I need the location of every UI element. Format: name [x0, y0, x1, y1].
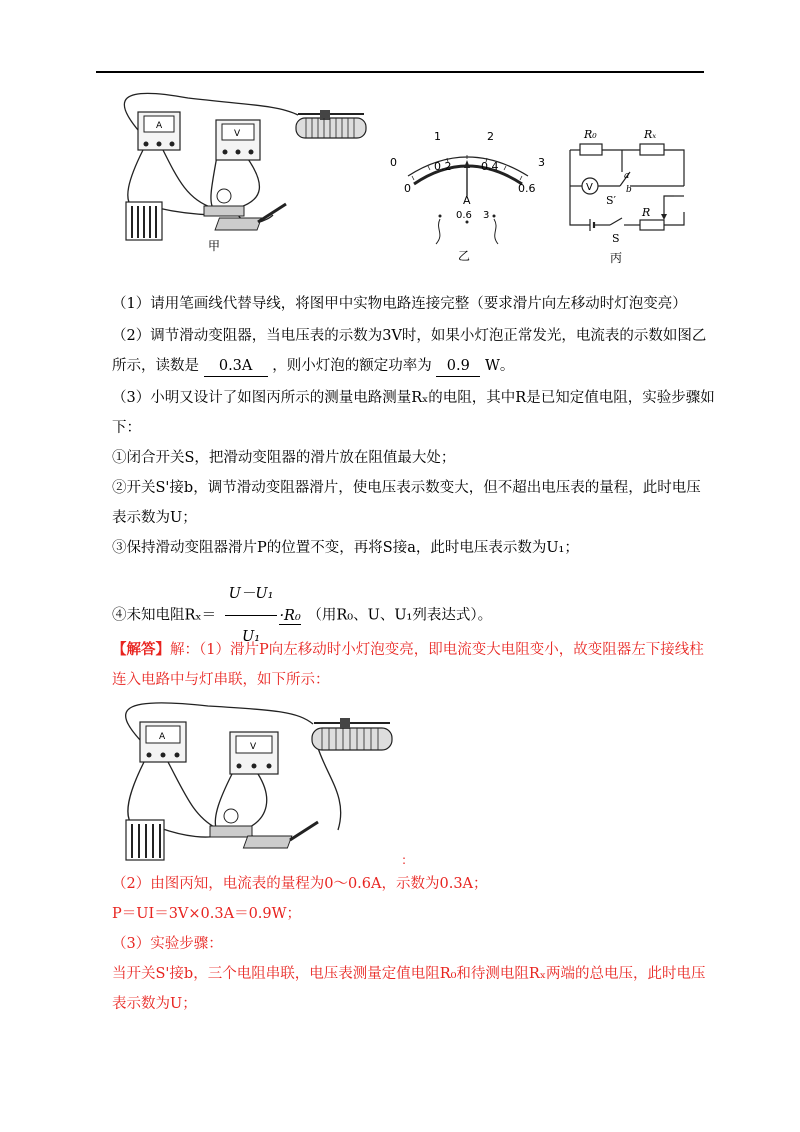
- question-2-line-1: （2）调节滑动变阻器，当电压表的示数为3V时，如果小灯泡正常发光，电流表的示数如图乙: [112, 328, 707, 344]
- label-a: a: [624, 171, 630, 181]
- figure-caption-jia: 甲: [208, 239, 221, 253]
- svg-text:V: V: [234, 129, 241, 139]
- switch-icon: [243, 822, 318, 848]
- step-1: ①闭合开关S，把滑动变阻器的滑片放在阻值最大处；: [112, 450, 456, 466]
- battery-icon: [126, 820, 164, 860]
- label-v: V: [586, 182, 593, 193]
- solution-line-6: 当开关S'接b，三个电阻串联，电压表测量定值电阻R₀和待测电阻Rₓ两端的总电压，此时电压: [112, 966, 706, 982]
- bulb-icon: [204, 189, 244, 216]
- solution-line-7: 表示数为U；: [112, 996, 197, 1012]
- label-s-prime: S′: [606, 194, 617, 207]
- solution-line-3: （2）由图丙知，电流表的量程为0～0.6A，示数为0.3A；: [112, 876, 488, 892]
- figure-completed-circuit: [108, 698, 418, 868]
- meter-unit: A: [463, 194, 471, 207]
- r0-resistor: [580, 144, 602, 155]
- step-4: ④未知电阻Rₓ＝ $\frac{\text{U－U₁}}{\text{U₁}}$ ·R₀ （用R₀、U、U₁列表达式）。: [112, 574, 702, 657]
- figure-bing: [560, 122, 695, 267]
- solution-line-2: 连入电路中与灯串联，如下所示：: [112, 672, 330, 688]
- meter-bottom-3: 0.6: [518, 182, 536, 195]
- question-3-line-2: 下：: [112, 420, 141, 436]
- figure-jia: [108, 90, 388, 260]
- r-resistor: [640, 220, 664, 230]
- figure-yi: [390, 124, 550, 264]
- ammeter-icon: [140, 722, 186, 762]
- rheostat-icon: [296, 110, 366, 138]
- label-r0: R₀: [584, 128, 597, 141]
- label-r: R: [642, 206, 651, 219]
- solution-line-4: P＝UI＝3V×0.3A＝0.9W；: [112, 906, 302, 922]
- question-2-line-2: 所示，读数是 0.3A ，则小灯泡的额定功率为 0.9 W。: [112, 356, 702, 377]
- meter-terminal-0-6: 0.6: [456, 210, 472, 221]
- header-rule: [96, 71, 704, 73]
- question-3-line-1: （3）小明又设计了如图丙所示的测量电路测量Rₓ的电阻，其中R是已知定值电阻，实验步骤如: [112, 390, 715, 406]
- svg-text:V: V: [250, 742, 257, 752]
- ammeter-icon: [138, 112, 180, 150]
- meter-top-1: 1: [434, 130, 441, 143]
- svg-text:A: A: [159, 732, 166, 742]
- solution-line-1: 【解答】解：（1）滑片P向左移动时小灯泡变亮，即电流变大电阻变小，故变阻器左下接线柱: [112, 641, 704, 658]
- solution-line-5: （3）实验步骤：: [112, 936, 223, 952]
- meter-top-2: 2: [487, 130, 494, 143]
- meter-top-3: 3: [538, 156, 545, 169]
- colon-mark: :: [402, 853, 407, 867]
- meter-bottom-2: 0.4: [481, 160, 499, 173]
- step-2-line-1: ②开关S'接b，调节滑动变阻器滑片，使电压表示数变大，但不超出电压表的量程，此时电压: [112, 480, 701, 496]
- figure-caption-bing: 丙: [610, 251, 623, 265]
- label-s: S: [612, 232, 620, 245]
- solution-tag: 【解答】: [112, 641, 170, 658]
- label-rx: Rₓ: [644, 128, 657, 141]
- svg-text:A: A: [156, 121, 163, 131]
- rheostat-icon: [312, 718, 392, 750]
- formula-fraction: $\frac{\text{U－U₁}}{\text{U₁}}$: [225, 574, 278, 657]
- step-3: ③保持滑动变阻器滑片P的位置不变，再将S接a，此时电压表示数为U₁；: [112, 540, 579, 556]
- meter-terminal-3: 3: [483, 210, 490, 221]
- rx-resistor: [640, 144, 664, 155]
- meter-bottom-0: 0: [404, 182, 411, 195]
- question-1: （1）请用笔画线代替导线，将图甲中实物电路连接完整（要求滑片向左移动时灯泡变亮）: [112, 296, 687, 312]
- meter-bottom-1: 0.2: [434, 160, 452, 173]
- answer-blank-formula: $\frac{\text{U－U₁}}{\text{U₁}}$ ·R₀: [221, 574, 303, 657]
- step-2-line-2: 表示数为U；: [112, 510, 197, 526]
- figure-caption-yi: 乙: [458, 249, 471, 263]
- battery-icon: [126, 202, 162, 240]
- answer-blank-current: 0.3A: [204, 356, 268, 377]
- voltmeter-icon: [230, 732, 278, 774]
- answer-blank-power: 0.9: [436, 356, 480, 377]
- voltmeter-icon: [216, 120, 260, 160]
- meter-top-0: 0: [390, 156, 397, 169]
- label-b: b: [626, 185, 632, 195]
